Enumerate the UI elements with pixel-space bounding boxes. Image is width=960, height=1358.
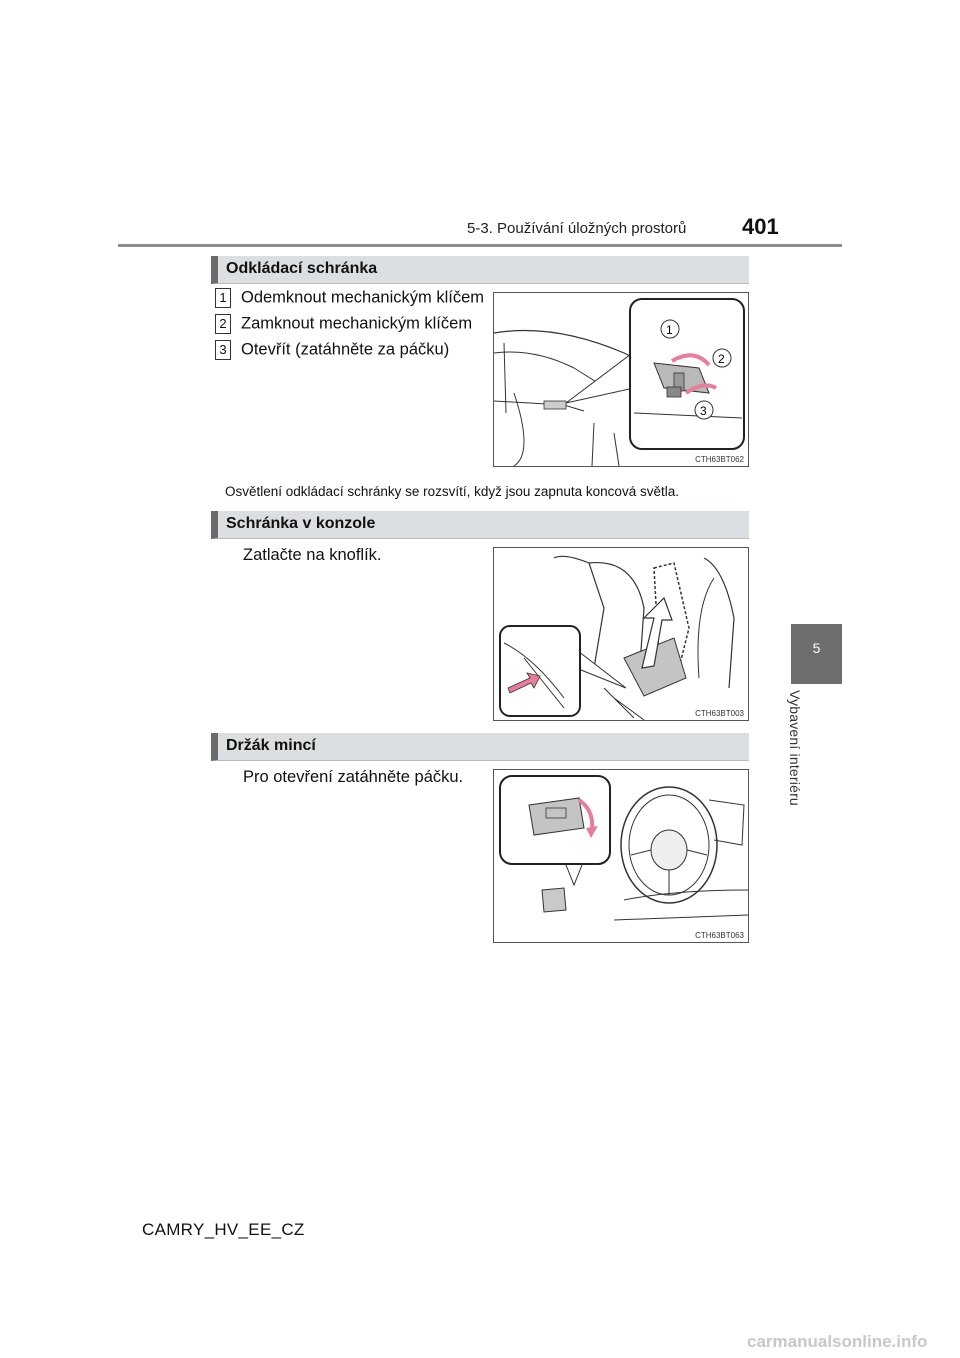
coin-holder-illustration <box>493 769 749 943</box>
step-text: Odemknout mechanickým klíčem <box>241 288 484 307</box>
section-heading-console-box <box>211 511 749 539</box>
callout-3: 3 <box>700 404 707 418</box>
header-section-title: 5-3. Používání úložných prostorů <box>467 220 687 237</box>
section-title: Držák mincí <box>226 737 316 754</box>
step-text: Zamknout mechanickým klíčem <box>241 314 473 333</box>
console-box-instruction: Zatlačte na knoflík. <box>243 546 382 564</box>
step-number: 2 <box>215 314 231 334</box>
chapter-label: Vybavení interiéru <box>787 690 803 806</box>
section-title: Odkládací schránka <box>226 260 378 277</box>
section-heading-glovebox <box>211 256 749 284</box>
figure-code: CTH63BT063 <box>695 931 744 940</box>
section-title: Schránka v konzole <box>226 515 376 532</box>
console-box-illustration <box>493 547 749 721</box>
step-text: Otevřít (zatáhněte za páčku) <box>241 340 450 359</box>
glovebox-illustration <box>493 292 749 467</box>
chapter-number: 5 <box>812 640 821 656</box>
watermark: carmanualsonline.info <box>747 1332 928 1351</box>
callout-1: 1 <box>666 323 673 337</box>
document-code: CAMRY_HV_EE_CZ <box>142 1220 305 1239</box>
callout-2: 2 <box>718 352 725 366</box>
step-item <box>215 288 484 312</box>
section-heading-coin-holder <box>211 733 749 761</box>
chapter-tab <box>791 624 842 684</box>
page-number: 401 <box>742 214 779 239</box>
step-number: 3 <box>215 340 231 360</box>
glovebox-note: Osvětlení odkládací schránky se rozsvítí, když jsou zapnuta koncová světla. <box>225 484 679 499</box>
step-item <box>215 340 449 364</box>
coin-holder-instruction: Pro otevření zatáhněte páčku. <box>243 768 464 786</box>
step-item <box>215 314 472 338</box>
figure-code: CTH63BT062 <box>695 455 744 464</box>
figure-code: CTH63BT003 <box>695 709 744 718</box>
step-number: 1 <box>215 288 231 308</box>
header-divider <box>118 244 842 247</box>
